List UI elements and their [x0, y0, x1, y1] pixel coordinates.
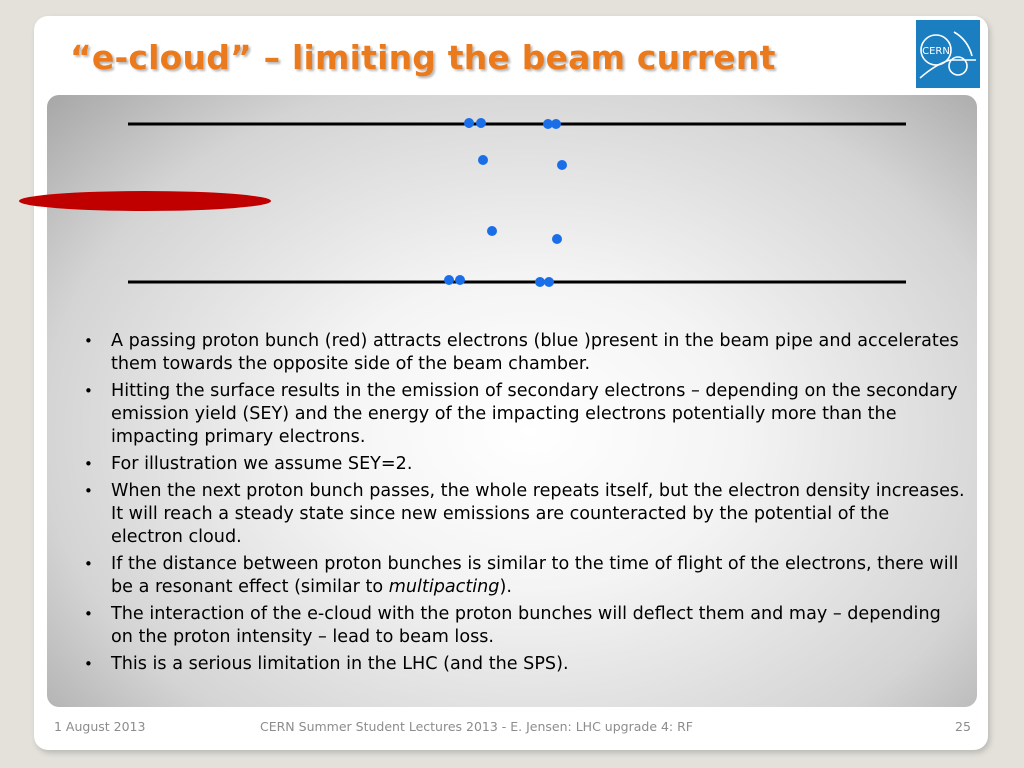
- bullet-item: [80, 330, 965, 376]
- bullet-text: For illustration we assume SEY=2.: [111, 454, 413, 474]
- electrons: [444, 118, 567, 287]
- proton-bunch: [19, 191, 271, 211]
- electron: [551, 119, 561, 129]
- bullet-item: [80, 380, 965, 449]
- bullet-item: [80, 653, 965, 676]
- electron: [487, 226, 497, 236]
- footer-date: 1 August 2013: [54, 719, 146, 734]
- electron: [464, 118, 474, 128]
- bullet-text: ).: [499, 577, 512, 597]
- bullet-item: [80, 453, 965, 476]
- e-cloud-diagram: [0, 0, 1024, 320]
- footer-center: CERN Summer Student Lectures 2013 - E. Jensen: LHC upgrade 4: RF: [260, 719, 693, 734]
- bullet-text: When the next proton bunch passes, the whole repeats itself, but the electron density increases. It will reach a steady state since new emissions are counteracted by the potential of the electron cloud.: [111, 481, 965, 547]
- electron: [455, 275, 465, 285]
- bullet-text-italic: multipacting: [388, 577, 500, 597]
- footer-page-number: 25: [955, 719, 971, 734]
- bullet-text: If the distance between proton bunches is similar to the time of flight of the electrons, there will be a resonant effect (similar to: [111, 554, 959, 597]
- bullet-item: [80, 480, 965, 549]
- electron: [552, 234, 562, 244]
- bullet-text: The interaction of the e-cloud with the proton bunches will deflect them and may – depending on the proton intensity – lead to beam loss.: [111, 604, 941, 647]
- electron: [557, 160, 567, 170]
- bullet-item: [80, 603, 965, 649]
- bullet-text: A passing proton bunch (red) attracts electrons (blue )present in the beam pipe and accelerates them towards the opposite side of the beam chamber.: [111, 331, 959, 374]
- electron: [535, 277, 545, 287]
- bullet-item: [80, 553, 965, 599]
- electron: [544, 277, 554, 287]
- cern-logo-text: CERN: [922, 46, 950, 57]
- bullet-text: Hitting the surface results in the emission of secondary electrons – depending on the secondary emission yield (SEY) and the energy of the impacting electrons potentially more than the impacting primary electrons.: [111, 381, 958, 447]
- electron: [444, 275, 454, 285]
- bullet-text: This is a serious limitation in the LHC (and the SPS).: [111, 654, 569, 674]
- slide-title: “e-cloud” – limiting the beam current: [70, 38, 776, 77]
- electron: [476, 118, 486, 128]
- electron: [478, 155, 488, 165]
- bullet-list: [80, 330, 965, 680]
